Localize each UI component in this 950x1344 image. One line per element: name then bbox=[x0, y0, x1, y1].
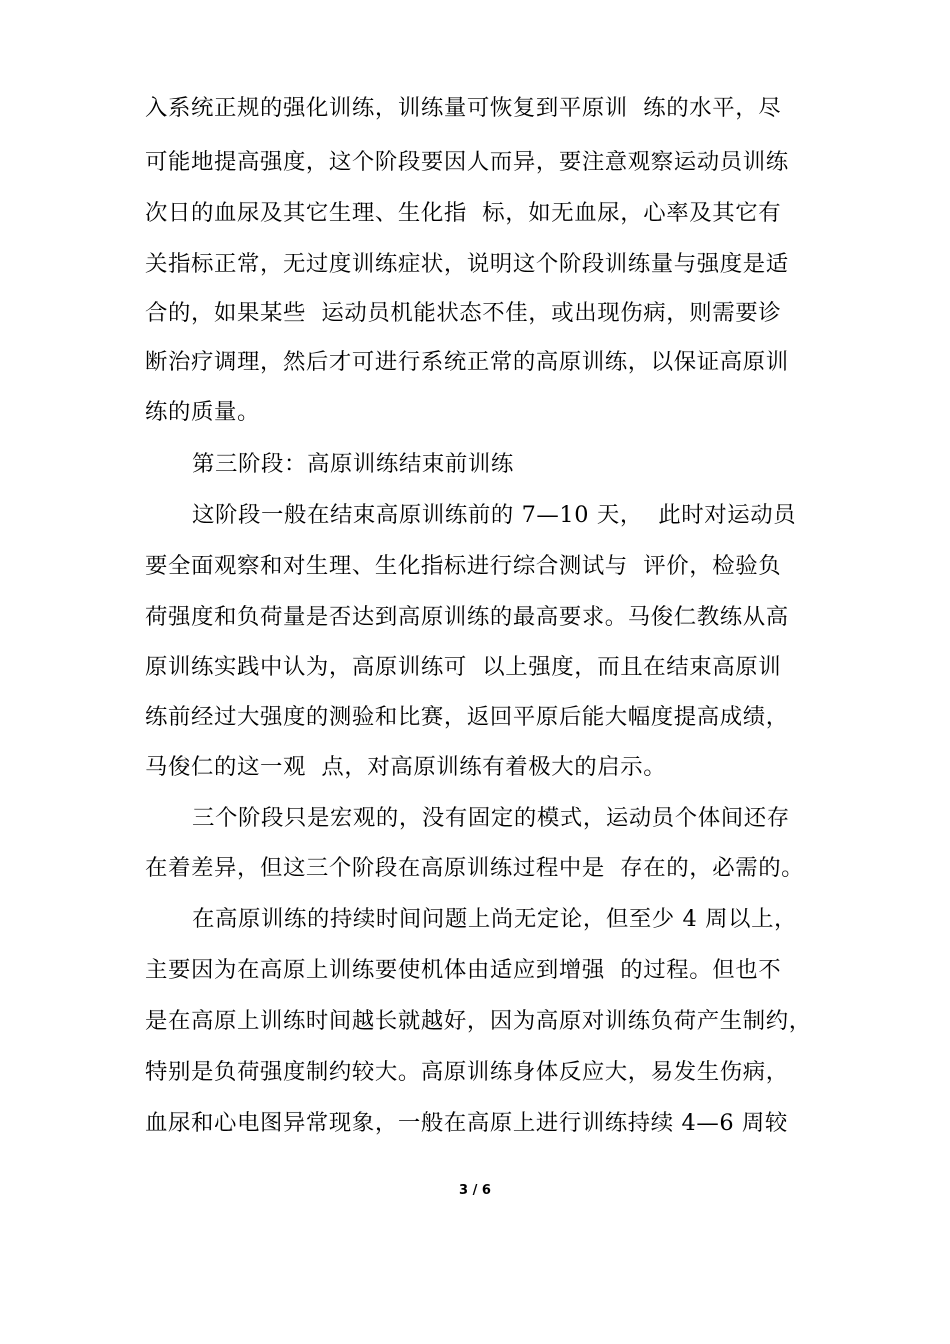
text-line: 三个阶段只是宏观的，没有固定的模式，运动员个体间还存 bbox=[192, 805, 790, 831]
page-number: 3 / 6 bbox=[459, 1183, 491, 1198]
text-line: 马俊仁的这一观 点，对高原训练有着极大的启示。 bbox=[145, 754, 667, 780]
text-line: 入系统正规的强化训练，训练量可恢复到平原训 练的水平，尽 bbox=[145, 95, 782, 121]
text-line: 是在高原上训练时间越长就越好，因为高原对训练负荷产生制约， bbox=[145, 1008, 812, 1034]
text-line: 在着差异，但这三个阶段在高原训练过程中是 存在的，必需的。 bbox=[145, 855, 805, 881]
text-line: 血尿和心电图异常现象，一般在高原上进行训练持续 4—6 周较 bbox=[145, 1110, 788, 1136]
section-heading: 第三阶段：高原训练结束前训练 bbox=[192, 451, 514, 477]
text-line: 次日的血尿及其它生理、生化指 标，如无血尿，心率及其它有 bbox=[145, 200, 782, 226]
text-line: 要全面观察和对生理、生化指标进行综合测试与 评价，检验负 bbox=[145, 553, 782, 579]
text-line: 练的质量。 bbox=[145, 399, 260, 425]
text-line: 这阶段一般在结束高原训练前的 7—10 天， 此时对运动员 bbox=[192, 502, 797, 528]
text-line: 合的，如果某些 运动员机能状态不佳，或出现伤病，则需要诊 bbox=[145, 300, 782, 326]
text-line: 练前经过大强度的测验和比赛，返回平原后能大幅度提高成绩， bbox=[145, 704, 789, 730]
text-line: 主要因为在高原上训练要使机体由适应到增强 的过程。但也不 bbox=[145, 957, 782, 983]
text-line: 关指标正常，无过度训练症状，说明这个阶段训练量与强度是适 bbox=[145, 251, 789, 277]
text-line: 原训练实践中认为，高原训练可 以上强度，而且在结束高原训 bbox=[145, 654, 782, 680]
text-line: 断治疗调理，然后才可进行系统正常的高原训练，以保证高原训 bbox=[145, 349, 789, 375]
text-line: 在高原训练的持续时间问题上尚无定论，但至少 4 周以上， bbox=[192, 906, 798, 932]
text-line: 特别是负荷强度制约较大。高原训练身体反应大，易发生伤病， bbox=[145, 1059, 789, 1085]
text-line: 荷强度和负荷量是否达到高原训练的最高要求。马俊仁教练从高 bbox=[145, 604, 789, 630]
text-line: 可能地提高强度，这个阶段要因人而异，要注意观察运动员训练 bbox=[145, 149, 789, 175]
